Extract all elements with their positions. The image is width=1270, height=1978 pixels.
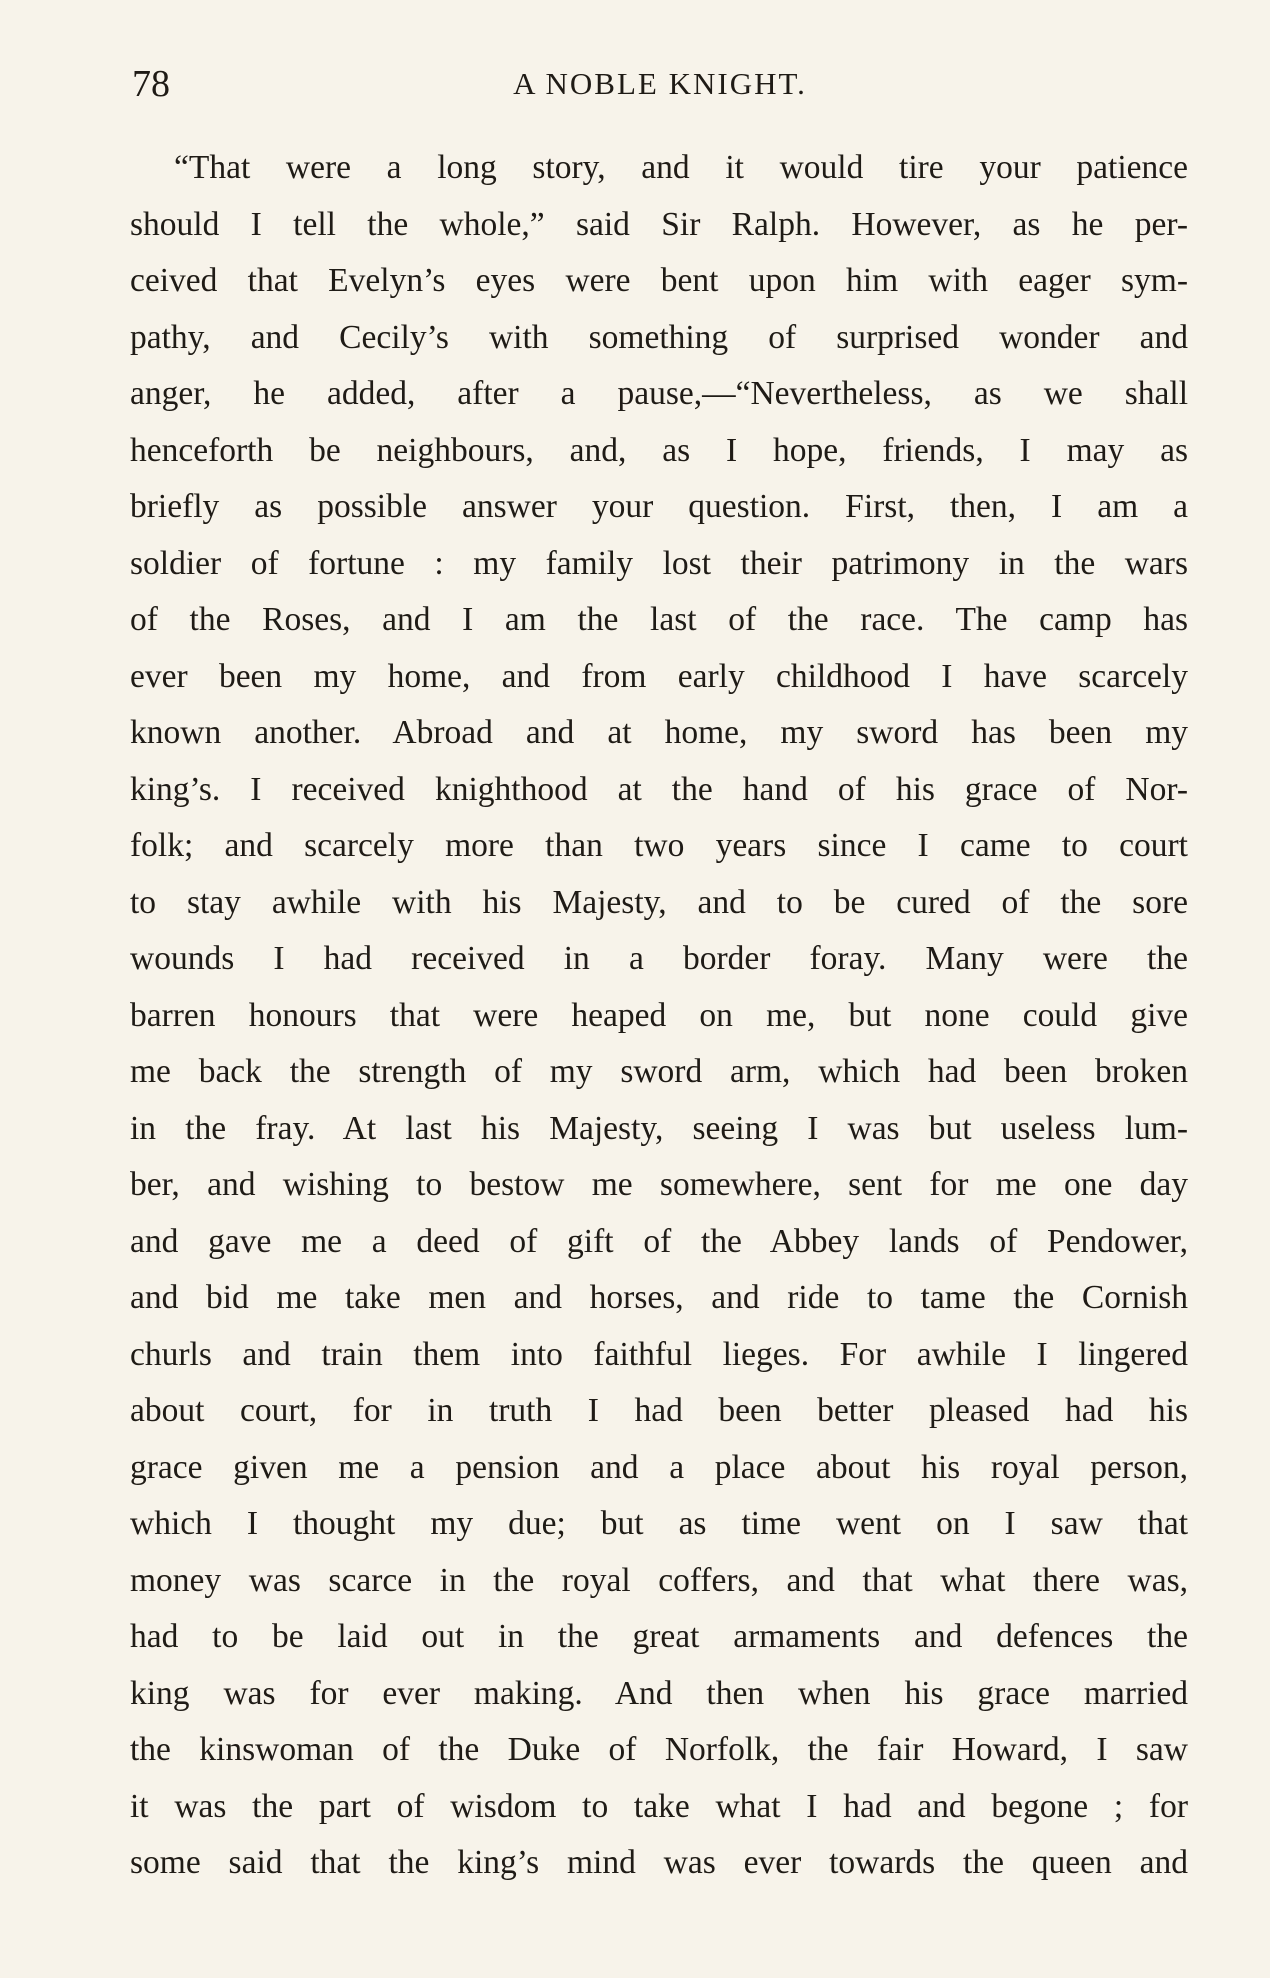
- text-line: the kinswoman of the Duke of Norfolk, the fair Howard, I saw: [130, 1731, 1188, 1768]
- text-line: about court, for in truth I had been better pleased had his: [130, 1392, 1188, 1429]
- text-line: “That were a long story, and it would tire your patience: [174, 149, 1188, 186]
- text-line: ever been my home, and from early childhood I have scarcely: [130, 657, 1188, 695]
- text-line: me back the strength of my sword arm, which had been broken: [130, 1053, 1188, 1090]
- body-text: [130, 140, 1188, 1892]
- text-line: barren honours that were heaped on me, but none could give: [130, 996, 1188, 1034]
- text-line: briefly as possible answer your question. First, then, I am a: [130, 488, 1188, 525]
- text-line: folk; and scarcely more than two years since I came to court: [130, 827, 1188, 864]
- text-line: which I thought my due; but as time went on I saw that: [130, 1505, 1188, 1542]
- running-title: A NOBLE KNIGHT.: [513, 66, 807, 101]
- text-line: churls and train them into faithful lieges. For awhile I lingered: [130, 1335, 1188, 1373]
- text-line: it was the part of wisdom to take what I had and begone ; for: [130, 1787, 1188, 1825]
- text-line: king was for ever making. And then when his grace married: [130, 1674, 1188, 1712]
- text-line: known another. Abroad and at home, my sword has been my: [130, 714, 1188, 751]
- text-line: king’s. I received knighthood at the hand of his grace of Nor-: [130, 770, 1188, 808]
- text-line: and bid me take men and horses, and ride to tame the Cornish: [130, 1279, 1188, 1316]
- text-line: anger, he added, after a pause,—“Nevertheless, as we shall: [130, 375, 1188, 412]
- text-line: some said that the king’s mind was ever towards the queen and: [130, 1844, 1188, 1881]
- text-line: in the fray. At last his Majesty, seeing I was but useless lum-: [130, 1109, 1188, 1147]
- text-line: ber, and wishing to bestow me somewhere, sent for me one day: [130, 1166, 1188, 1203]
- page-number: 78: [132, 63, 170, 105]
- text-line: and gave me a deed of gift of the Abbey lands of Pendower,: [130, 1222, 1188, 1260]
- text-line: grace given me a pension and a place about his royal person,: [130, 1448, 1188, 1486]
- text-line: of the Roses, and I am the last of the race. The camp has: [130, 601, 1188, 638]
- page-header: [132, 62, 1188, 106]
- text-line: wounds I had received in a border foray. Many were the: [130, 940, 1188, 977]
- text-line: money was scarce in the royal coffers, and that what there was,: [130, 1561, 1188, 1599]
- text-line: had to be laid out in the great armaments and defences the: [130, 1618, 1188, 1655]
- text-line: henceforth be neighbours, and, as I hope, friends, I may as: [130, 431, 1188, 469]
- text-line: to stay awhile with his Majesty, and to be cured of the sore: [130, 883, 1188, 921]
- text-line: soldier of fortune : my family lost their patrimony in the wars: [130, 544, 1188, 582]
- text-line: ceived that Evelyn’s eyes were bent upon him with eager sym-: [130, 262, 1188, 299]
- text-line: should I tell the whole,” said Sir Ralph. However, as he per-: [130, 205, 1188, 243]
- text-line: pathy, and Cecily’s with something of surprised wonder and: [130, 318, 1188, 356]
